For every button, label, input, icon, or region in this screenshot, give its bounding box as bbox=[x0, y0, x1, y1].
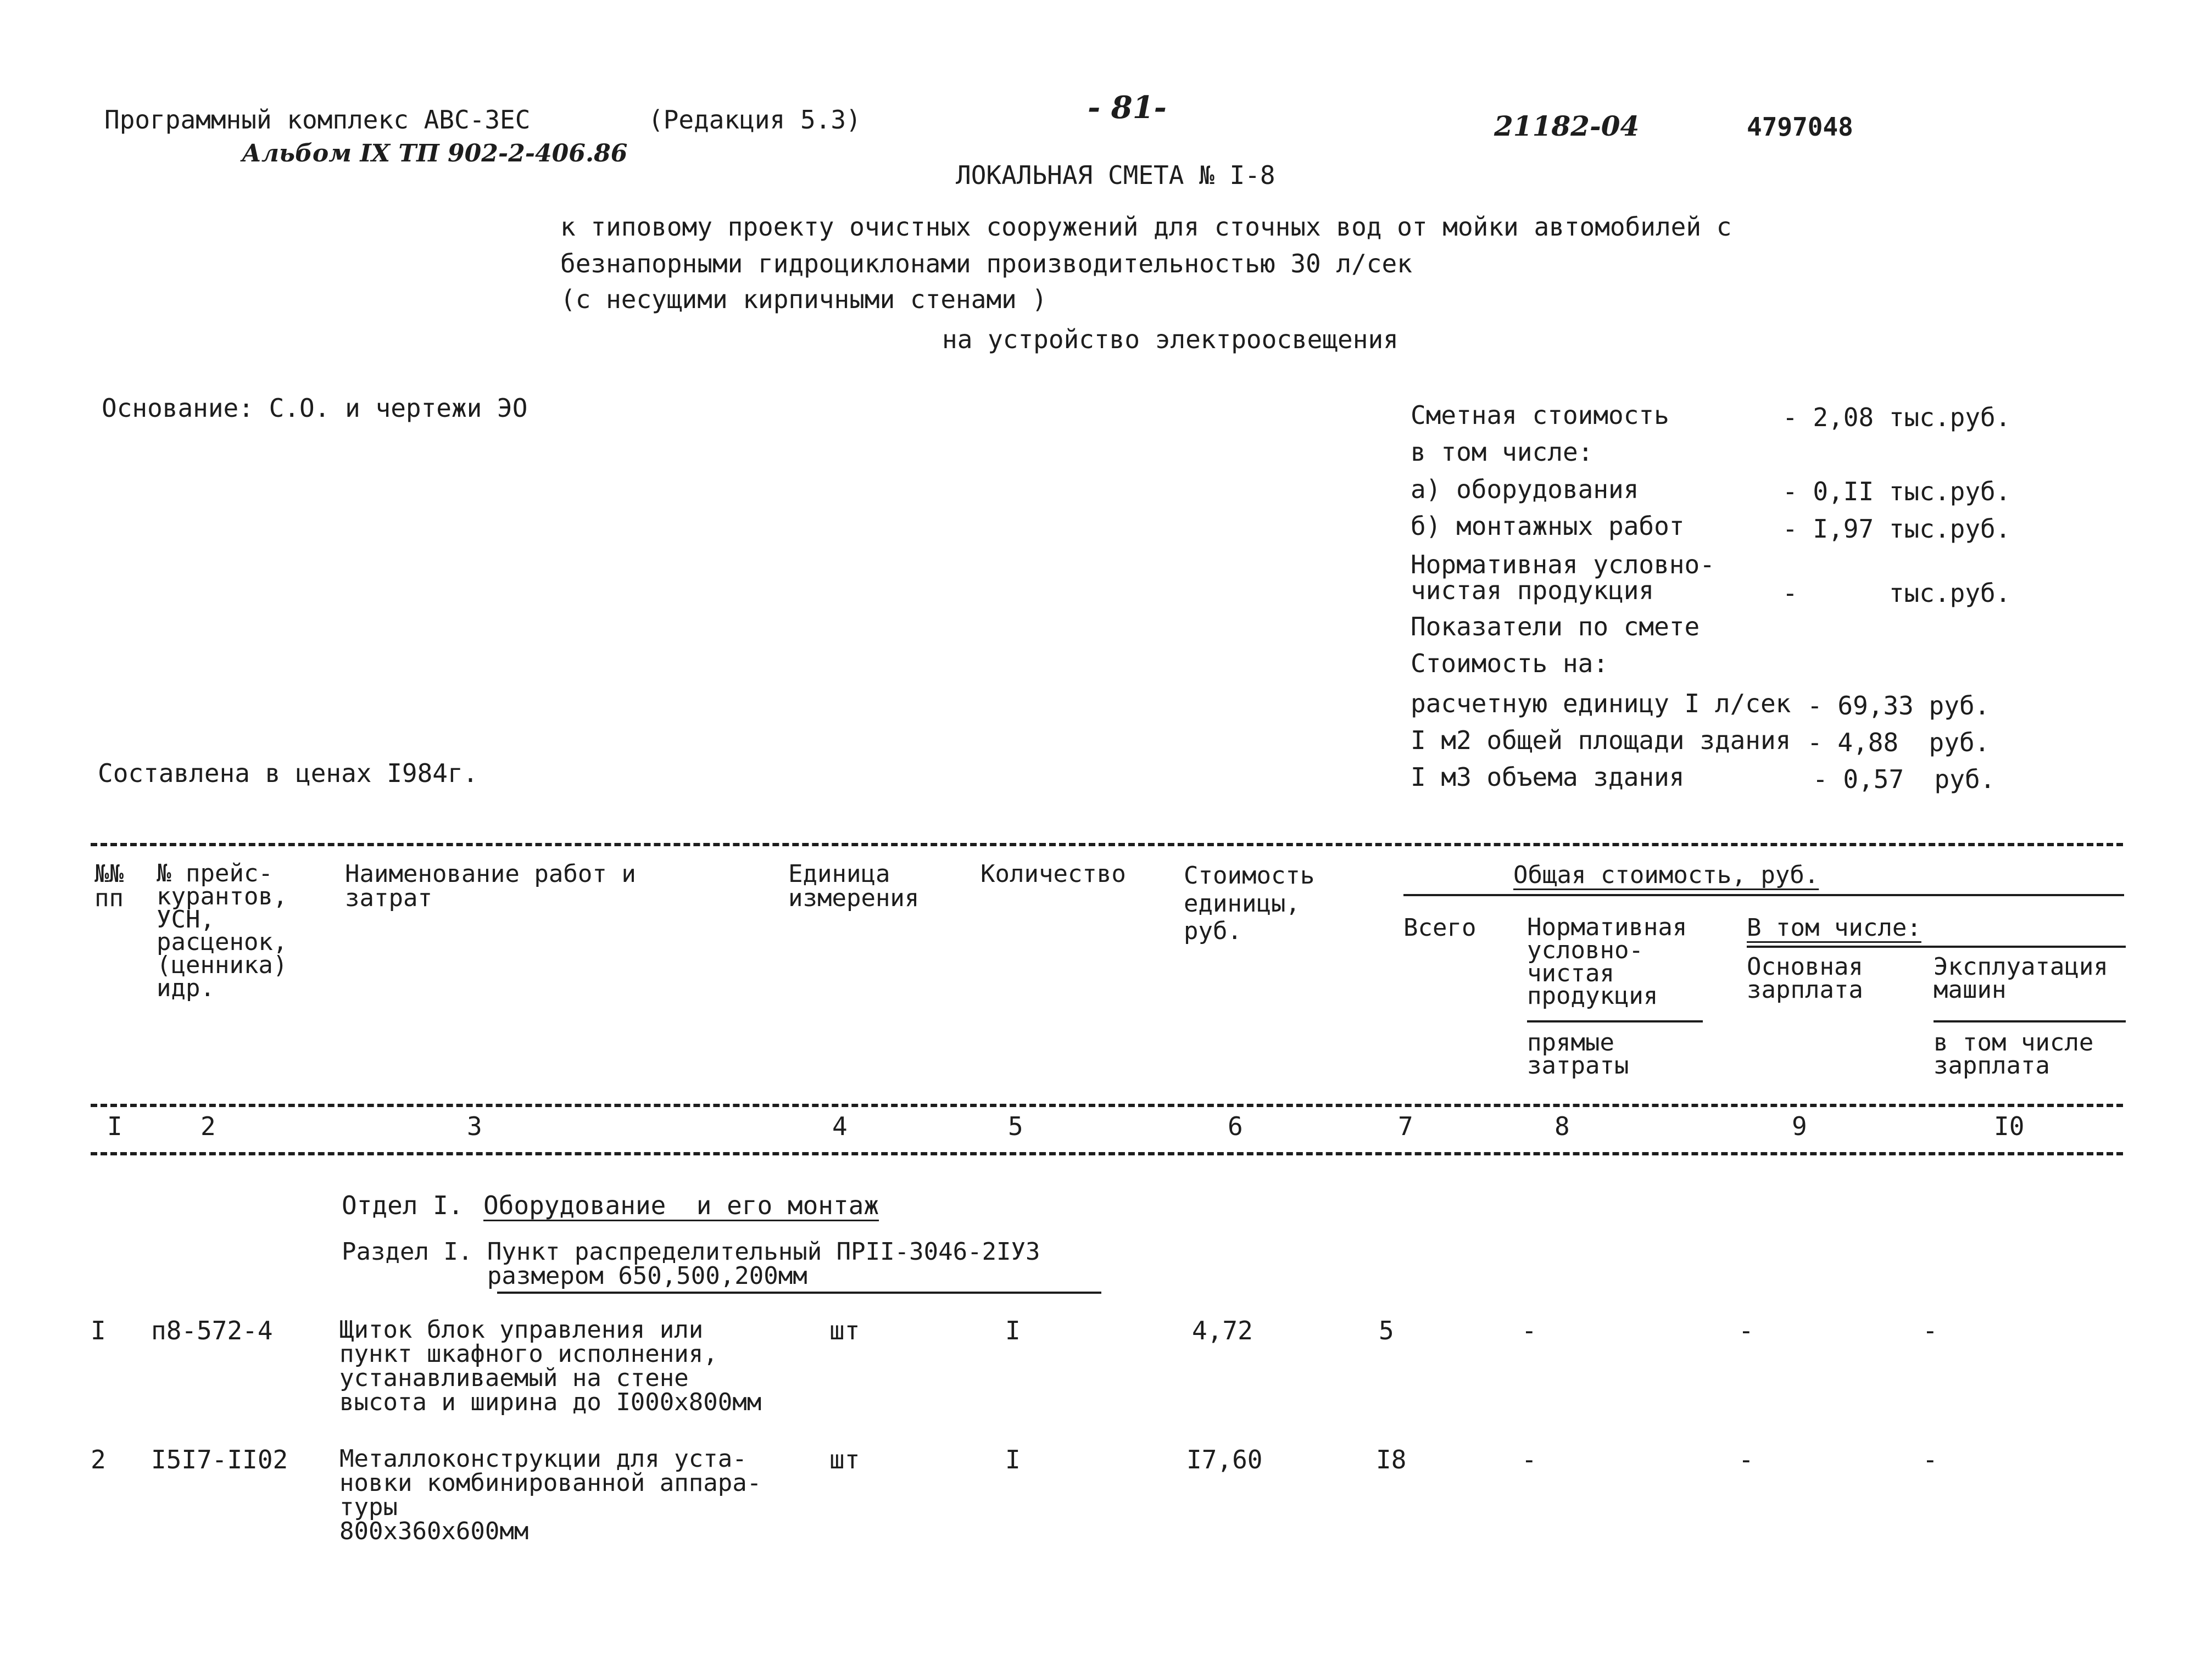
page-title: ЛОКАЛЬНАЯ СМЕТА № I-8 bbox=[956, 160, 1275, 190]
subtitle-line-4: на устройство электроосвещения bbox=[942, 325, 1398, 354]
col-header-work-name: Наименование работ и затрат bbox=[345, 860, 636, 912]
summary-label: чистая продукция bbox=[1411, 575, 1654, 605]
row-total: 5 bbox=[1379, 1316, 1394, 1345]
row-unit-cost: 4,72 bbox=[1192, 1316, 1253, 1345]
summary-label: Нормативная условно- bbox=[1411, 550, 1715, 579]
column-number: 5 bbox=[1008, 1111, 1023, 1141]
col-header-number: №№ пп bbox=[94, 860, 124, 912]
row-name: Щиток блок управления или пункт шкафного исполнения, устанавливаемый на стене высота и ширина до I000х800мм bbox=[339, 1316, 762, 1416]
row-code: п8-572-4 bbox=[151, 1316, 273, 1345]
column-number: 3 bbox=[467, 1111, 482, 1141]
program-name: Программный комплекс АВС-3ЕС bbox=[104, 105, 531, 135]
edition: (Редакция 5.3) bbox=[648, 105, 861, 135]
row-number: 2 bbox=[91, 1445, 106, 1474]
header-rule bbox=[1403, 894, 2124, 896]
summary-label: а) оборудования bbox=[1411, 474, 1639, 504]
row-total: I8 bbox=[1376, 1445, 1407, 1474]
price-level: Составлена в ценах I984г. bbox=[98, 758, 478, 788]
summary-label: I м3 объема здания bbox=[1411, 762, 1685, 792]
summary-label: Сметная стоимость bbox=[1411, 400, 1669, 430]
row-machines: - bbox=[1923, 1445, 1938, 1474]
dashed-rule bbox=[91, 1152, 2123, 1155]
summary-label: в том числе: bbox=[1411, 437, 1593, 467]
row-base-salary: - bbox=[1739, 1316, 1754, 1345]
row-norm-product: - bbox=[1522, 1445, 1537, 1474]
header-rule bbox=[1527, 1020, 1703, 1022]
col-header-norm-product: Нормативная условно- чистая продукция bbox=[1527, 913, 1687, 1010]
section-title: Раздел I. Пункт распределительный ПРII-3046-2IУ3 размером 650,500,200мм bbox=[342, 1238, 1040, 1290]
row-quantity: I bbox=[1005, 1316, 1021, 1345]
row-number: I bbox=[91, 1316, 106, 1345]
row-unit: шт bbox=[829, 1445, 860, 1474]
col-header-base-salary: Основная зарплата bbox=[1747, 953, 1863, 1004]
summary-label: Стоимость на: bbox=[1411, 649, 1609, 678]
summary-label: Показатели по смете bbox=[1411, 612, 1700, 641]
row-unit: шт bbox=[829, 1316, 860, 1345]
section-underline bbox=[497, 1292, 1101, 1294]
summary-value: - 69,33 руб. bbox=[1807, 691, 1990, 720]
col-header-unit-cost: Стоимость единицы, руб. bbox=[1184, 862, 1315, 946]
summary-value: - 0,II тыс.руб. bbox=[1782, 477, 2011, 506]
row-machines: - bbox=[1923, 1316, 1938, 1345]
subtitle-line-2: безнапорными гидроциклонами производительностью 30 л/сек bbox=[560, 249, 1412, 278]
dashed-rule bbox=[91, 1104, 2123, 1107]
document-number: 4797048 bbox=[1747, 112, 1853, 142]
row-code: I5I7-II02 bbox=[151, 1445, 288, 1474]
col-header-unit: Единица измерения bbox=[788, 860, 920, 912]
subtitle-line-1: к типовому проекту очистных сооружений для сточных вод от мойки автомобилей с bbox=[560, 212, 1732, 242]
column-number: I0 bbox=[1994, 1111, 2025, 1141]
row-quantity: I bbox=[1005, 1445, 1021, 1474]
col-header-total: Всего bbox=[1403, 914, 1476, 942]
summary-value: - 2,08 тыс.руб. bbox=[1782, 403, 2011, 432]
header-rule bbox=[1934, 1020, 2126, 1022]
col-header-including: В том числе: bbox=[1747, 914, 1921, 942]
summary-label: расчетную единицу I л/сек bbox=[1411, 689, 1791, 718]
department-prefix: Отдел I. bbox=[342, 1191, 464, 1220]
album-note: Альбом IX ТП 902-2-406.86 bbox=[242, 139, 628, 167]
summary-label: I м2 общей площади здания bbox=[1411, 725, 1791, 755]
col-header-pricelist: № прейс- курантов, УСН, расценок, (ценника) идр. bbox=[157, 859, 288, 1002]
column-number: 8 bbox=[1554, 1111, 1570, 1141]
summary-value: - 4,88 руб. bbox=[1807, 728, 1990, 757]
basis: Основание: С.О. и чертежи ЭО bbox=[102, 393, 528, 423]
column-number: 2 bbox=[200, 1111, 216, 1141]
column-number: 7 bbox=[1398, 1111, 1413, 1141]
summary-label: б) монтажных работ bbox=[1411, 511, 1685, 541]
column-number: 9 bbox=[1792, 1111, 1807, 1141]
summary-value: - I,97 тыс.руб. bbox=[1782, 514, 2011, 544]
col-header-total-group: Общая стоимость, руб. bbox=[1513, 861, 1819, 889]
col-header-machines: Эксплуатация машин bbox=[1934, 953, 2108, 1004]
column-number: I bbox=[107, 1111, 122, 1141]
col-header-direct-costs: прямые затраты bbox=[1527, 1029, 1629, 1080]
header-rule bbox=[1747, 946, 2126, 948]
summary-value: - тыс.руб. bbox=[1782, 578, 2011, 608]
department-name: Оборудование и его монтаж bbox=[483, 1191, 879, 1220]
column-number: 6 bbox=[1228, 1111, 1243, 1141]
col-header-incl-salary: в том числе зарплата bbox=[1934, 1029, 2094, 1080]
subtitle-line-3: (с несущими кирпичными стенами ) bbox=[560, 284, 1048, 314]
page-number: - 81- bbox=[1088, 90, 1167, 126]
row-name: Металлоконструкции для уста- новки комбинированной аппара- туры 800х360х600мм bbox=[339, 1445, 762, 1545]
row-base-salary: - bbox=[1739, 1445, 1754, 1474]
row-unit-cost: I7,60 bbox=[1186, 1445, 1263, 1474]
row-norm-product: - bbox=[1522, 1316, 1537, 1345]
document-code: 21182-04 bbox=[1494, 110, 1640, 142]
column-number: 4 bbox=[832, 1111, 848, 1141]
dashed-rule bbox=[91, 843, 2123, 846]
col-header-quantity: Количество bbox=[980, 860, 1126, 888]
summary-value: - 0,57 руб. bbox=[1813, 764, 1996, 794]
